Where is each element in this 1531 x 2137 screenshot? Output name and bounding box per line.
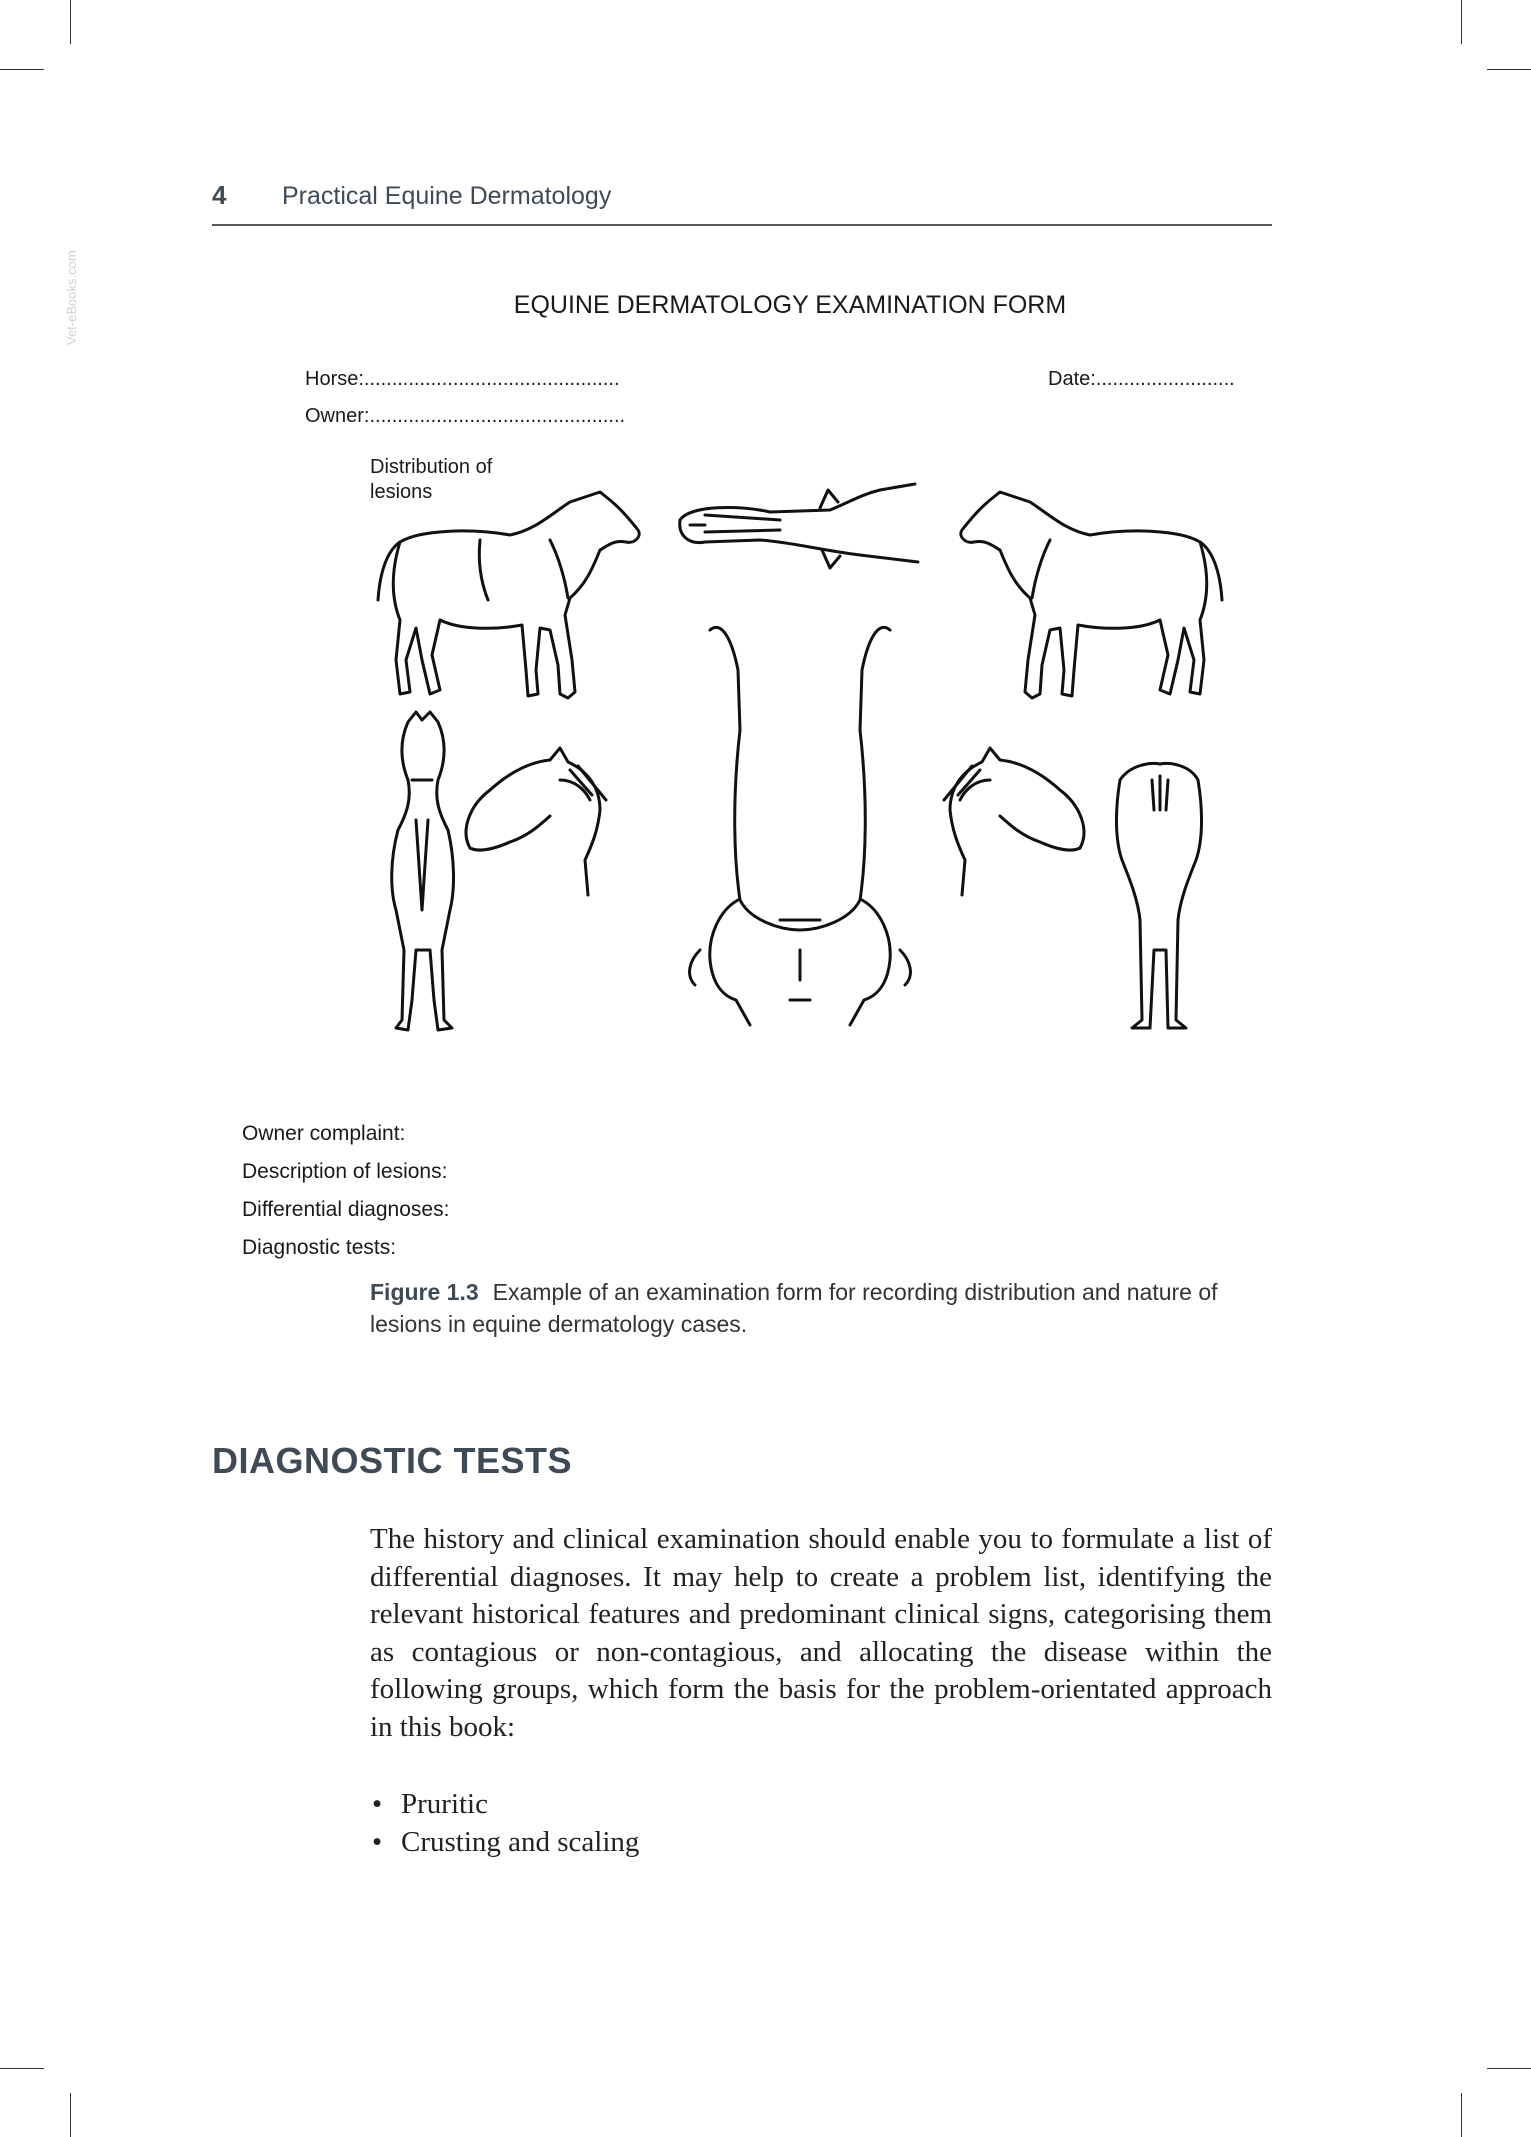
horse-front-outline [392, 712, 454, 1030]
diagnostic-tests-label: Diagnostic tests: [242, 1236, 397, 1259]
watermark: Vet-eBooks.com [64, 250, 79, 345]
crop-mark [1487, 69, 1531, 70]
crop-mark [1461, 2093, 1462, 2137]
date-field: Date:......................... [1048, 368, 1235, 390]
crop-mark [1461, 0, 1462, 44]
crop-mark [70, 0, 71, 44]
figure-caption [370, 1276, 1272, 1340]
section-heading: DIAGNOSTIC TESTS [212, 1440, 573, 1481]
form-lines [242, 1115, 449, 1267]
book-title: Practical Equine Dermatology [282, 182, 612, 210]
horse-rear-outline [1116, 763, 1201, 1028]
crop-mark [0, 69, 44, 70]
horse-right-lateral-outline [961, 492, 1222, 698]
list-item: • Pruritic [370, 1785, 639, 1823]
bullet-list [370, 1785, 639, 1861]
horse-field: Horse:.............................................. [305, 368, 620, 390]
page-number: 4 [212, 180, 227, 210]
horse-head-left-outline [944, 748, 1084, 895]
horse-left-lateral-outline [378, 492, 639, 698]
distribution-label: Distribution of lesions [370, 456, 493, 503]
horse-outline-diagram [360, 480, 1240, 1065]
crop-mark [1487, 2068, 1531, 2069]
owner-complaint-label: Owner complaint: [242, 1122, 406, 1145]
list-item: • Crusting and scaling [370, 1823, 639, 1861]
differential-diagnoses-label: Differential diagnoses: [242, 1198, 450, 1221]
crop-mark [70, 2093, 71, 2137]
owner-field: Owner:.............................................. [305, 405, 626, 427]
form-title: EQUINE DERMATOLOGY EXAMINATION FORM [513, 291, 1067, 319]
figure-label: Figure 1.3 [370, 1279, 479, 1305]
body-paragraph: The history and clinical examination should enable you to formulate a list of differential diagnoses. It may help to create a problem list, identifying the relevant historical features and predominant clinical signs, categorising them as contagious or non-contagious, and allocating the disease within the following groups, which form the basis for the problem-orientated approach in this book: [370, 1523, 1272, 1743]
horse-ventral-outline [690, 627, 911, 1025]
crop-mark [0, 2068, 44, 2069]
horse-head-right-outline [466, 748, 606, 895]
running-head [212, 180, 1272, 226]
horse-dorsal-outline [680, 484, 918, 568]
description-of-lesions-label: Description of lesions: [242, 1160, 448, 1183]
figure-caption-text: Example of an examination form for recording distribution and nature of lesions in equine dermatology cases. [370, 1279, 1218, 1337]
